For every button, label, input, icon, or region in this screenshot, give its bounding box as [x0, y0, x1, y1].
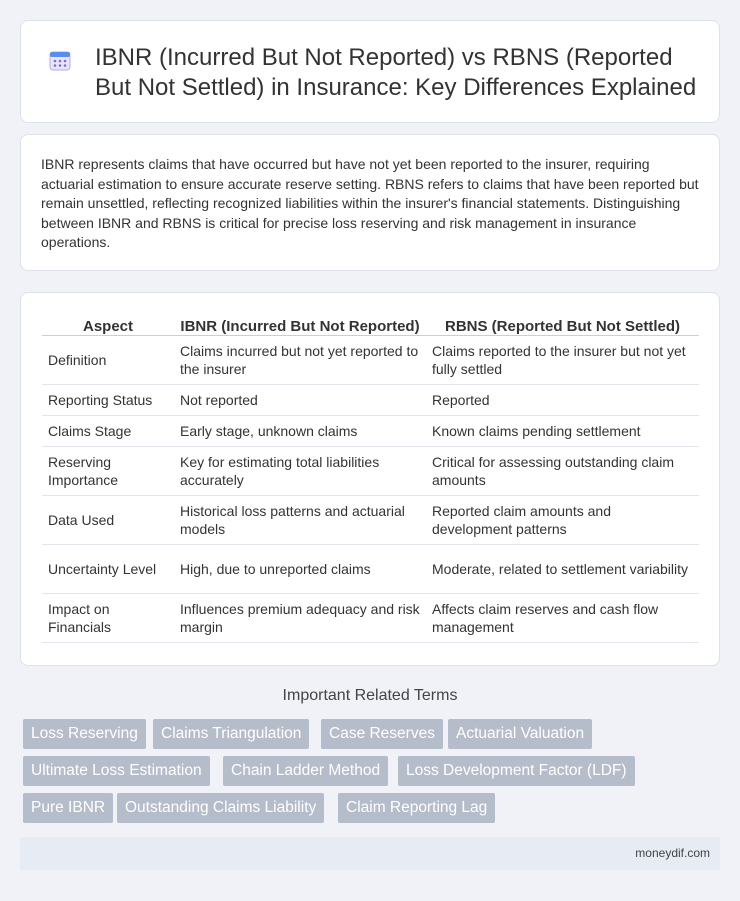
ibnr-cell: Influences premium adequacy and risk margin	[174, 594, 426, 643]
title-card	[20, 20, 720, 123]
rbns-cell: Known claims pending settlement	[426, 416, 699, 447]
rbns-cell: Critical for assessing outstanding claim amounts	[426, 447, 699, 496]
site-name[interactable]: moneydif.com	[635, 846, 710, 860]
aspect-cell: Reporting Status	[42, 385, 174, 416]
rbns-cell: Reported claim amounts and development patterns	[426, 496, 699, 545]
comparison-card	[20, 292, 720, 666]
table-row	[42, 385, 699, 416]
intro-paragraph: IBNR represents claims that have occurred but have not yet been reported to the insurer, requiring actuarial estimation to ensure accurate reserve setting. RBNS refers to claims that have been reported but remain unsettled, reflecting recognized liabilities within the insurer's financial statements. Distinguishing between IBNR and RBNS is critical for precise loss reserving and risk management in insurance operations.	[41, 156, 699, 250]
header-aspect: Aspect	[42, 316, 174, 336]
related-term-tag[interactable]: Ultimate Loss Estimation	[23, 756, 210, 786]
calendar-icon	[49, 49, 71, 71]
header-rbns: RBNS (Reported But Not Settled)	[426, 316, 699, 336]
ibnr-cell: Not reported	[174, 385, 426, 416]
related-term-tag[interactable]: Claim Reporting Lag	[338, 793, 495, 823]
table-header-row	[42, 316, 699, 336]
related-terms-heading: Important Related Terms	[282, 687, 458, 704]
ibnr-cell: High, due to unreported claims	[174, 545, 426, 594]
rbns-cell: Reported	[426, 385, 699, 416]
intro-card	[20, 134, 720, 271]
related-term-tag[interactable]: Loss Development Factor (LDF)	[398, 756, 635, 786]
ibnr-cell: Historical loss patterns and actuarial models	[174, 496, 426, 545]
aspect-cell: Impact on Financials	[42, 594, 174, 643]
header-ibnr: IBNR (Incurred But Not Reported)	[174, 316, 426, 336]
table-row	[42, 594, 699, 643]
related-term-tag[interactable]: Claims Triangulation	[153, 719, 309, 749]
page-title: IBNR (Incurred But Not Reported) vs RBNS (Reported But Not Settled) in Insurance: Key Differences Explained	[95, 44, 697, 101]
aspect-cell: Uncertainty Level	[42, 545, 174, 594]
table-row	[42, 416, 699, 447]
related-term-tag[interactable]: Case Reserves	[321, 719, 443, 749]
table-row	[42, 447, 699, 496]
aspect-cell: Definition	[42, 336, 174, 385]
comparison-table	[42, 316, 699, 643]
related-term-tag[interactable]: Actuarial Valuation	[448, 719, 592, 749]
table-row	[42, 545, 699, 594]
rbns-cell: Moderate, related to settlement variability	[426, 545, 699, 594]
related-term-tag[interactable]: Chain Ladder Method	[223, 756, 388, 786]
rbns-cell: Claims reported to the insurer but not yet fully settled	[426, 336, 699, 385]
table-row	[42, 496, 699, 545]
related-term-tag[interactable]: Loss Reserving	[23, 719, 146, 749]
related-term-tag[interactable]: Pure IBNR	[23, 793, 113, 823]
aspect-cell: Claims Stage	[42, 416, 174, 447]
related-term-tag[interactable]: Outstanding Claims Liability	[117, 793, 324, 823]
aspect-cell: Data Used	[42, 496, 174, 545]
footer-bar	[20, 837, 720, 870]
ibnr-cell: Claims incurred but not yet reported to the insurer	[174, 336, 426, 385]
ibnr-cell: Early stage, unknown claims	[174, 416, 426, 447]
ibnr-cell: Key for estimating total liabilities accurately	[174, 447, 426, 496]
aspect-cell: Reserving Importance	[42, 447, 174, 496]
table-row	[42, 336, 699, 385]
rbns-cell: Affects claim reserves and cash flow management	[426, 594, 699, 643]
